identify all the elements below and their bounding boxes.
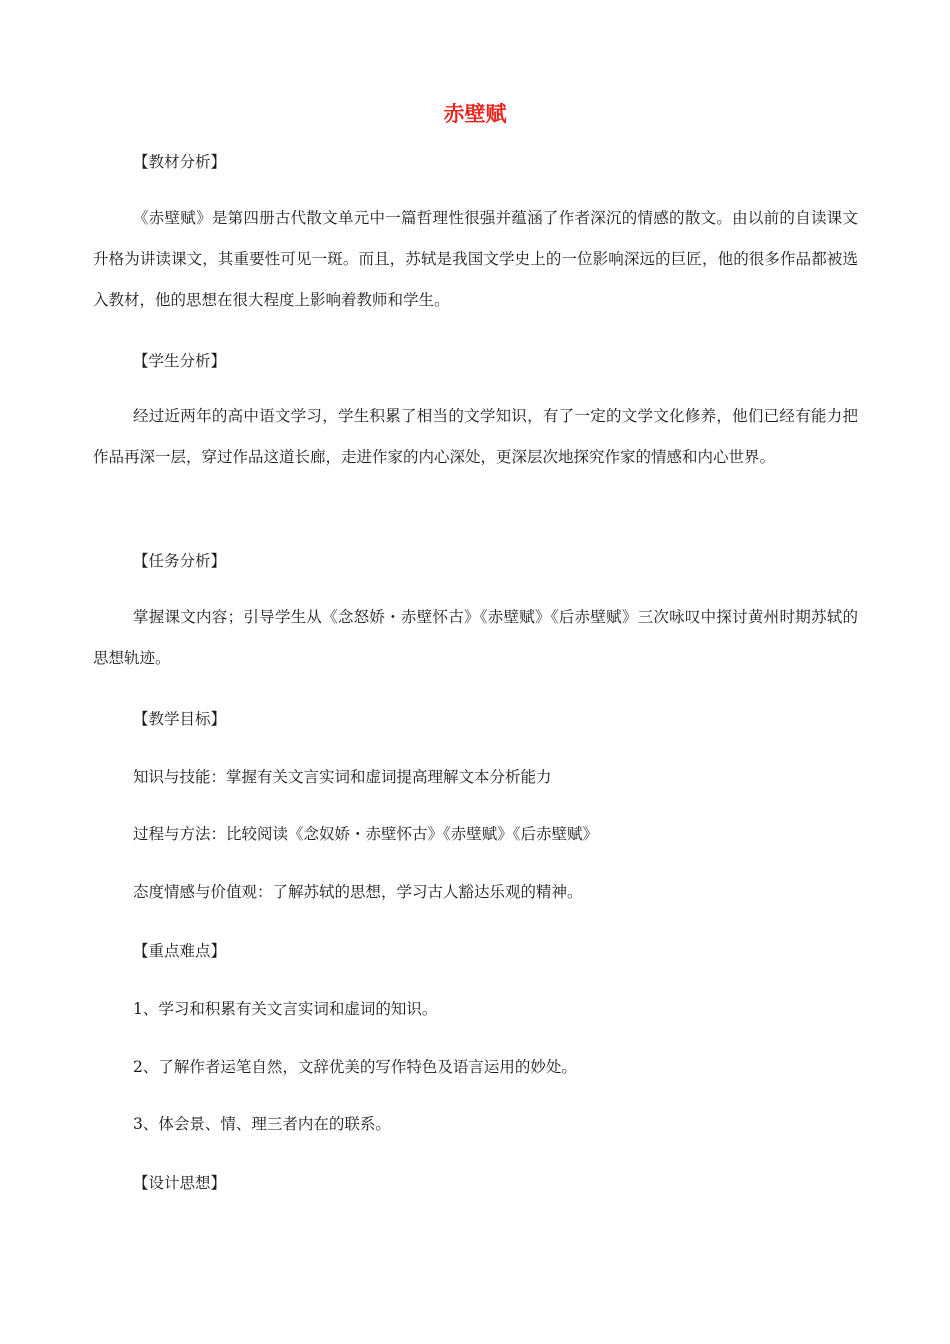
- paragraph-student-analysis: 经过近两年的高中语文学习，学生积累了相当的文学知识，有了一定的文学文化修养，他们已经有能力把作品再深一层，穿过作品这道长廊，走进作家的内心深处，更深层次地探究作家的情感和内心世界。: [93, 407, 858, 466]
- section-heading-teaching-goals: 【教学目标】: [133, 710, 227, 728]
- section-heading-design-thinking: 【设计思想】: [133, 1174, 227, 1192]
- paragraph-task-analysis: 掌握课文内容；引导学生从《念怒娇・赤壁怀古》《赤壁赋》《后赤壁赋》三次咏叹中探讨黄州时期苏轼的思想轨迹。: [93, 608, 858, 667]
- document-title: 赤壁赋: [443, 102, 507, 126]
- paragraph-textbook-analysis: 《赤壁赋》是第四册古代散文单元中一篇哲理性很强并蕴涵了作者深沉的情感的散文。由以前的自读课文升格为讲读课文，其重要性可见一斑。而且，苏轼是我国文学史上的一位影响深远的巨匠，他的很多作品都被选入教材，他的思想在很大程度上影响着教师和学生。: [93, 209, 858, 309]
- section-heading-key-points: 【重点难点】: [133, 942, 227, 960]
- teaching-goal-knowledge: 知识与技能：掌握有关文言实词和虚词提高理解文本分析能力: [133, 768, 552, 786]
- key-point-item-3: 3、体会景、情、理三者内在的联系。: [133, 1115, 391, 1133]
- section-heading-task-analysis: 【任务分析】: [133, 552, 227, 570]
- key-point-item-1: 1、学习和积累有关文言实词和虚词的知识。: [133, 1000, 438, 1018]
- teaching-goal-process: 过程与方法：比较阅读《念奴娇・赤壁怀古》《赤壁赋》《后赤壁赋》: [133, 825, 599, 843]
- section-heading-textbook-analysis: 【教材分析】: [133, 153, 227, 171]
- teaching-goal-attitude: 态度情感与价值观：了解苏轼的思想，学习古人豁达乐观的精神。: [133, 883, 583, 901]
- section-heading-student-analysis: 【学生分析】: [133, 352, 227, 370]
- key-point-item-2: 2、了解作者运笔自然，文辞优美的写作特色及语言运用的妙处。: [133, 1058, 577, 1076]
